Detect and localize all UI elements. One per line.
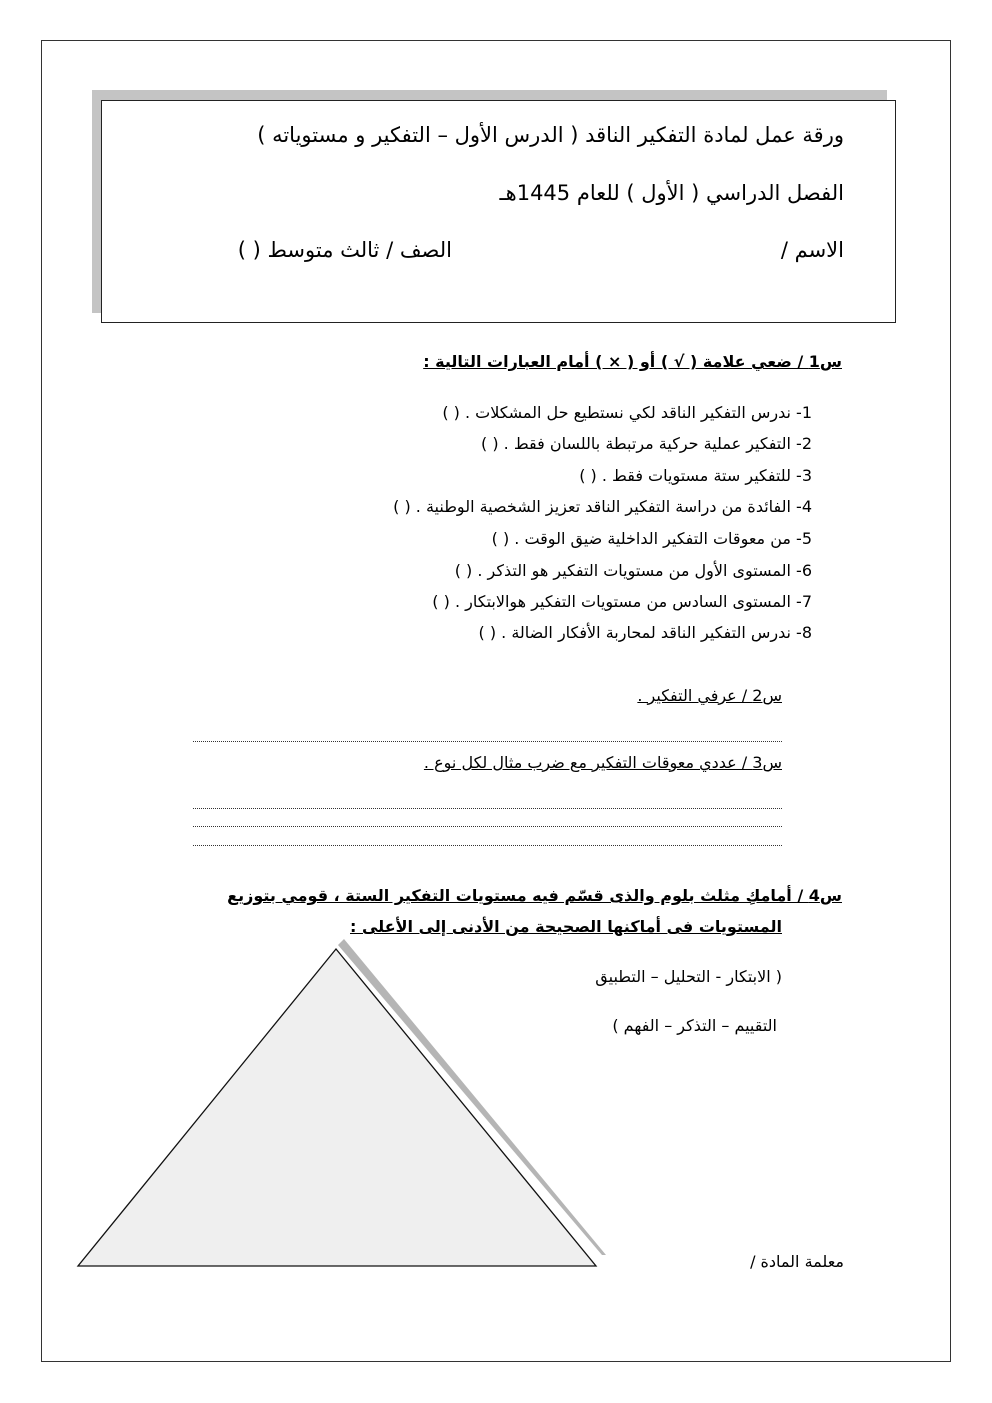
q3-title: س3 / عددي معوقات التفكير مع ضرب مثال لكل نوع . xyxy=(423,753,782,772)
q2-title: س2 / عرفي التفكير . xyxy=(637,686,782,705)
q1-item-3: 3- للتفكير ستة مستويات فقط . ( ) xyxy=(579,466,812,485)
q4-options-line1: ( الابتكار - التحليل – التطبيق xyxy=(595,967,782,986)
q1-item-4: 4- الفائدة من دراسة التفكير الناقد تعزيز الشخصية الوطنية . ( ) xyxy=(393,497,812,516)
q4-options-line2: التقييم – التذكر – الفهم ) xyxy=(612,1016,777,1035)
semester-line: الفصل الدراسي ( الأول ) للعام 1445هـ xyxy=(499,181,844,205)
q4-title-line1: س4 / أمامكِ مثلث بلوم والذى قسّم فيه مستويات التفكير الستة ، قومي بتوزيع xyxy=(227,886,842,905)
q1-title: س1 / ضعي علامة ( √ ) أو ( × ) أمام العبارات التالية : xyxy=(423,352,842,371)
q1-item-6: 6- المستوى الأول من مستويات التفكير هو التذكر . ( ) xyxy=(454,561,812,580)
triangle-shape xyxy=(78,949,596,1266)
q4-title-line2: المستويات فى أماكنها الصحيحة من الأدنى إلى الأعلى : xyxy=(350,917,782,936)
teacher-signature-label: معلمة المادة / xyxy=(750,1252,844,1271)
class-label: الصف / ثالث متوسط ( ) xyxy=(237,238,452,262)
q1-item-1: 1- ندرس التفكير الناقد لكي نستطيع حل المشكلات . ( ) xyxy=(442,403,812,422)
name-label: الاسم / xyxy=(780,238,844,262)
q1-item-2: 2- التفكير عملية حركية مرتبطة باللسان فقط . ( ) xyxy=(481,434,812,453)
q1-item-7: 7- المستوى السادس من مستويات التفكير هوالابتكار . ( ) xyxy=(432,592,812,611)
worksheet-title: ورقة عمل لمادة التفكير الناقد ( الدرس الأول – التفكير و مستوياته ) xyxy=(257,123,844,147)
q1-item-5: 5- من معوقات التفكير الداخلية ضيق الوقت . ( ) xyxy=(491,529,812,548)
q1-item-8: 8- ندرس التفكير الناقد لمحاربة الأفكار الضالة . ( ) xyxy=(478,623,812,642)
